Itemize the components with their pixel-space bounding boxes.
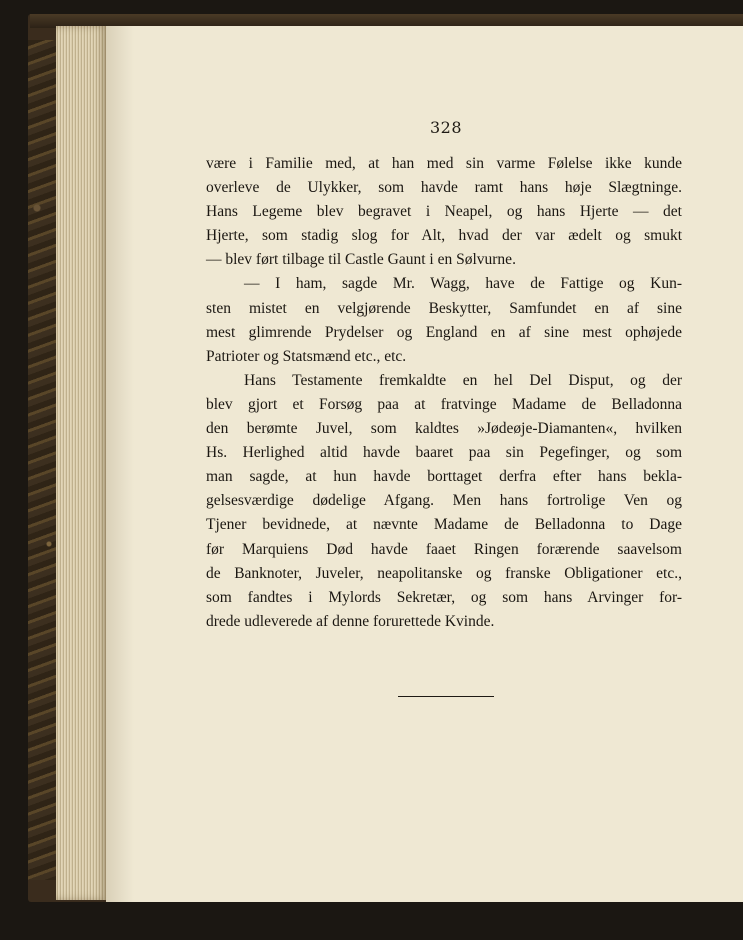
text-line: Tjener bevidnede, at nævnte Madame de Belladonna to Dage (206, 516, 682, 534)
text-line: sten mistet en velgjørende Beskytter, Samfundet en af sine (206, 299, 682, 317)
text-line: drede udleverede af denne forurettede Kvinde. (206, 612, 495, 630)
text-line: blev gjort et Forsøg paa at fratvinge Madame de Belladonna (206, 395, 682, 413)
page-number: 328 (429, 118, 463, 137)
text-line: før Marquiens Død havde faaet Ringen forærende saavelsom (206, 540, 682, 558)
marbled-binding (28, 40, 58, 880)
text-line: overleve de Ulykker, som havde ramt hans høje Slægtninge. (206, 179, 682, 197)
text-line: Hs. Herlighed altid havde baaret paa sin Pegefinger, og som (206, 444, 682, 462)
page-edges (56, 26, 108, 900)
text-line: Hans Testamente fremkaldte en hel Del Disput, og der (244, 371, 682, 389)
book-page (106, 26, 743, 902)
text-line: gelsesværdige dødelige Afgang. Men hans fortrolige Ven og (206, 492, 682, 510)
text-line: mest glimrende Prydelser og England en af sine mest ophøjede (206, 323, 682, 341)
text-line: Hans Legeme blev begravet i Neapel, og hans Hjerte — det (206, 203, 682, 221)
text-line: være i Familie med, at han med sin varme Følelse ikke kunde (206, 155, 682, 172)
section-divider-rule (398, 696, 494, 697)
text-line: — I ham, sagde Mr. Wagg, have de Fattige og Kun- (244, 275, 682, 293)
text-line: Patrioter og Statsmænd etc., etc. (206, 347, 407, 365)
body-text (206, 152, 682, 634)
text-line: — blev ført tilbage til Castle Gaunt i en Sølvurne. (206, 251, 516, 269)
text-line: Hjerte, som stadig slog for Alt, hvad der var ædelt og smukt (206, 227, 682, 245)
text-line: den berømte Juvel, som kaldtes »Jødeøje-Diamanten«, hvilken (206, 420, 682, 438)
text-line: man sagde, at hun havde borttaget derfra efter hans bekla- (206, 468, 682, 486)
text-line: som fandtes i Mylords Sekretær, og som hans Arvinger for- (206, 588, 682, 606)
text-line: de Banknoter, Juveler, neapolitanske og franske Obligationer etc., (206, 564, 682, 582)
